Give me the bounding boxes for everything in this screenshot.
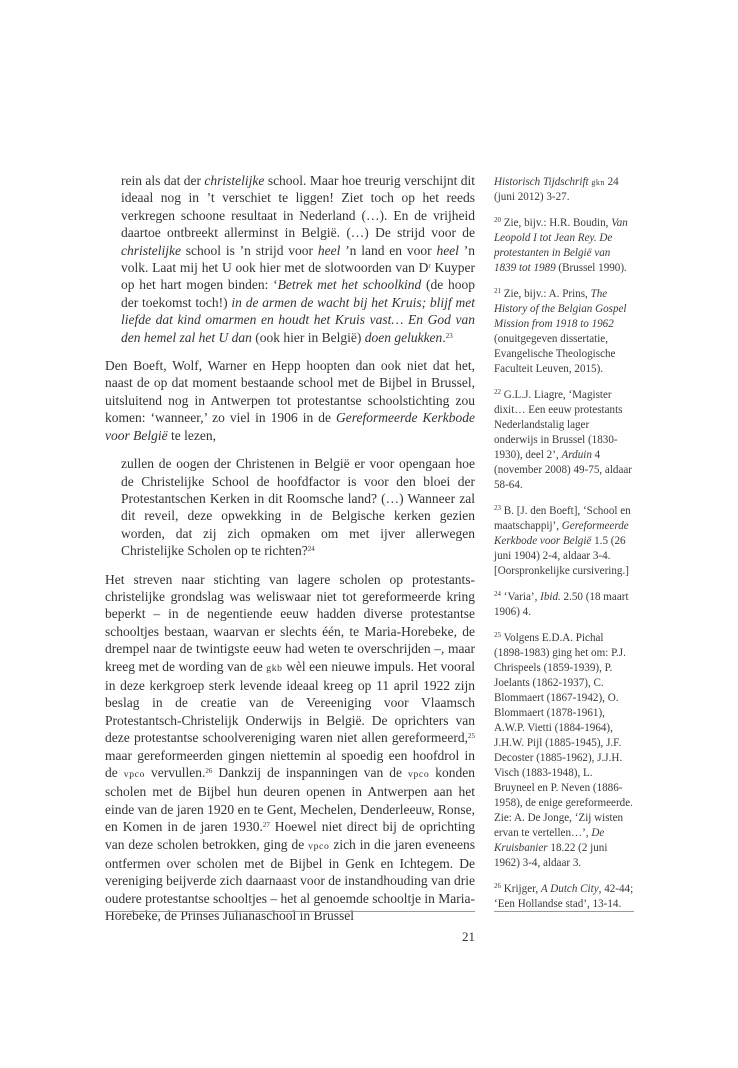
footnote-ref: 25 [468, 732, 475, 741]
footnote-ref: 24 [307, 545, 315, 554]
footnote: $^{24}$ ‘Varia’, Ibid. 2.50 (18 maart 1906) 4. [494, 590, 629, 618]
main-bottom-rule [105, 911, 475, 912]
footnote: $^{25}$ Volgens E.D.A. Pichal (1898-1983) ging het om: P.J. Chrispeels (1859-1939), P. Joelants (1862-1937), C. Blommaert (1867-1942), O. Blommaert (1878-1961), A.W.P. Vietti (1884-1964), J.H.W. Pijl (1885-1945), J.F. Decoster (1885-1962), J.J.H. Visch (1883-1948), L. Bruyneel en P. Neven (1886-1958), de enige gereformeerde. Zie: A. De Jonge, ‘Zij wisten ervan te vertellen…’, De Kruisbanier 18.22 (2 juni 1962) 3-4, aldaar 3. [494, 631, 633, 869]
footnote: $^{20}$ Zie, bijv.: H.R. Boudin, Van Leopold I tot Jean Rey. De protestanten in België van 1839 tot 1989 (Brussel 1990). [494, 216, 628, 274]
footnotes-column [494, 175, 634, 923]
footnote-ref: 26 [205, 767, 213, 775]
block-quote: zullen de oogen der Christenen in België er voor opengaan hoe de Christelijke School de hoofdfactor is voor den bloei der Protestantschen Kerken in dit Roomsche land? (…) Wanneer zal dit reveil, deze opwekking in de Belgische kerken gezien worden, dat zij zich opmaken om met ijver allerwegen Christelijke Scholen op te richten?$^{24}$ [121, 456, 475, 559]
footnote: $^{26}$ Krijger, A Dutch City, 42-44; ‘Een Hollandse stad’, 13-14. [494, 882, 634, 910]
footnote: $^{22}$ G.L.J. Liagre, ‘Magister dixit… Een eeuw protestants Nederlandstalig lager onderwijs in Brussel (1830-1930), deel 2’, Arduin 4 (november 2008) 49-75, aldaar 58-64. [494, 388, 633, 491]
page-number: 21 [462, 929, 475, 944]
main-column [105, 172, 475, 925]
footnote: $^{23}$ B. [J. den Boeft], ‘School en maatschappij’, Gereformeerde Kerkbode voor België 1.5 (26 juni 1904) 2-4, aldaar 3-4. [Oorspronkelijke cursivering.] [494, 504, 631, 577]
footnote: Historisch Tijdschrift gkn 24 (juni 2012) 3-27. [494, 176, 619, 203]
footnote-ref: 23 [445, 331, 453, 340]
footnote-ref: 27 [262, 821, 270, 830]
footnote: $^{21}$ Zie, bijv.: A. Prins, The History of the Belgian Gospel Mission from 1918 to 1962 (onuitgegeven dissertatie, Evangelische Theologische Faculteit Leuven, 2015). [494, 287, 627, 375]
notes-bottom-rule [494, 911, 634, 912]
body-paragraph: Den Boeft, Wolf, Warner en Hepp hoopten dan ook niet dat het, naast de op dat moment bestaande school met de Bijbel in Brussel, uitsluitend nog in Antwerpen tot protestantse schoolstichting zou komen: ‘wanneer,’ zo viel in 1906 in de Gereformeerde Kerkbode voor België te lezen, [105, 358, 475, 443]
block-quote: rein als dat der christelijke school. Maar hoe treurig verschijnt dit ideaal nog in ’t verschiet te liggen! Ziet toch op het reeds verkregen schoone resultaat in Nederland (…). En de vrijheid daartoe ontbreekt allerminst in België. (…) De strijd voor de christelijke school is ’n strijd voor heel ’n land en voor heel ’n volk. Laat mij het U ook hier met de slotwoorden van $D^r$ Kuyper op het hart mogen binden: ‘Betrek met het schoolkind (de hoop der toekomst toch!) in de armen de wacht bij het Kruis; blijf met liefde dat kind omarmen en houdt het Kruis vast… En God van den hemel zal het U dan (ook hier in België) doen gelukken.$^{23}$ [121, 173, 476, 345]
body-paragraph: Het streven naar stichting van lagere scholen op protestants-christelijke grondslag was weliswaar niet tot gereformeerde kring beperkt – in de negentiende eeuw hadden diverse protestantse schooltjes bestaan, waarvan er slechts één, te Maria-Horebeke, de drempel naar de twintigste eeuw had weten te overschrijden –, maar kreeg met de wording van de gkb wèl een nieuwe impuls. Het vooral in deze kerkgroep sterk levende ideaal kreeg op 11 april 1922 zijn beslag in de creatie van de Vereeniging voor Vlaamsch Protestantsch-Christelijk Onderwijs in België. De oprichters van deze protestantse schoolvereniging waren niet allen gereformeerd,$^{25}$ maar gereformeerden gingen niettemin al spoedig een hoofdrol in de vpco vervullen.$^{26}$ Dankzij de inspanningen van de vpco konden scholen met de Bijbel hun deuren openen in Antwerpen aan het einde van de jaren 1920 en te Gent, Mechelen, Denderleeuw, Ronse, en Komen in de jaren 1930.27 Hoewel niet direct bij de oprichting van deze scholen betrokken, ging de vpco zich in die jaren eveneens ontfermen over scholen met de Bijbel in Genk en Ichtegem. De vereniging beijverde zich daarnaast voor de instandhouding van drie oudere protestantse schooltjes – het al genoemde schooltje in Maria-Horebeke, de Prinses Julianaschool in Brussel [105, 571, 476, 924]
